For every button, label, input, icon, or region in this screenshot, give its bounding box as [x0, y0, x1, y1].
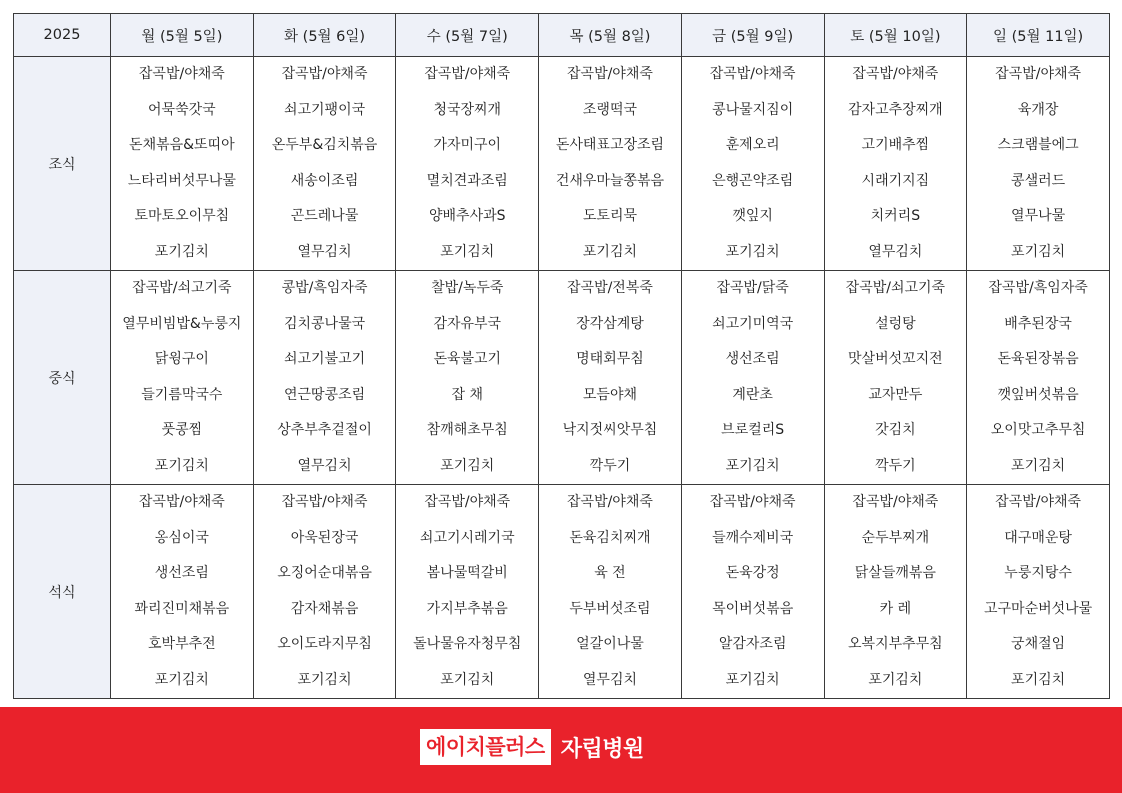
dish-item: 브로컬리S: [721, 422, 785, 438]
dish-item: 포기김치: [154, 671, 209, 688]
dish-item: 포기김치: [725, 243, 780, 260]
menu-cell-breakfast-mon: [111, 57, 254, 271]
menu-cell-breakfast-thu: [539, 57, 682, 271]
dish-list: [539, 57, 681, 270]
menu-cell-breakfast-wed: [396, 57, 539, 271]
dish-item: 장각삼계탕: [576, 315, 644, 332]
dish-item: 알감자조림: [718, 636, 787, 652]
dish-item: 호박부추전: [148, 636, 216, 652]
day-header-tue: 화 (5월 6일): [253, 14, 396, 57]
dish-item: 콩샐러드: [1011, 172, 1066, 189]
dish-item: 돈채볶음&또띠아: [129, 137, 235, 153]
dish-item: 설렁탕: [875, 315, 916, 332]
menu-cell-lunch-mon: [111, 271, 254, 485]
dish-item: 모듬야채: [582, 386, 638, 403]
dish-item: 감자고추장찌개: [848, 101, 943, 118]
menu-cell-lunch-fri: [681, 271, 824, 485]
dish-item: 돈육김치찌개: [569, 529, 651, 546]
dish-item: 목이버섯볶음: [712, 600, 794, 617]
dish-item: 포기김치: [725, 457, 780, 474]
dish-item: 오복지부추무침: [848, 636, 943, 652]
dish-item: 쇠고기미역국: [712, 315, 794, 332]
dish-list: [967, 485, 1109, 698]
logo-hospital-name: 자립병원: [560, 736, 644, 762]
dish-item: 잡곡밥/야채죽: [852, 494, 939, 510]
dish-item: 깻잎지: [732, 208, 773, 224]
weekly-meal-table: [13, 13, 1110, 699]
dish-item: 계란초: [732, 386, 773, 403]
dish-item: 스크램블에그: [997, 137, 1079, 153]
dish-item: 고기배추찜: [861, 137, 930, 153]
year-header: 2025: [14, 14, 111, 57]
dish-item: 열무비빔밥&누룽지: [122, 315, 242, 332]
dish-item: 카 레: [879, 600, 912, 617]
dish-item: 돈육불고기: [433, 351, 502, 367]
dish-item: 포기김치: [1011, 243, 1066, 260]
dish-list: [825, 485, 967, 698]
menu-cell-lunch-sun: [967, 271, 1110, 485]
dish-item: 콩밥/흑임자죽: [281, 280, 368, 296]
dish-item: 포기김치: [868, 671, 923, 688]
dish-item: 조랭떡국: [582, 101, 638, 118]
menu-cell-lunch-tue: [253, 271, 396, 485]
dish-list: [682, 57, 824, 270]
dish-item: 잡곡밥/야채죽: [567, 66, 653, 82]
dish-item: 잡곡밥/야채죽: [709, 494, 796, 510]
dish-list: [967, 57, 1109, 270]
dish-list: [539, 271, 681, 484]
dish-item: 잡곡밥/야채죽: [709, 66, 796, 82]
dish-item: 깍두기: [875, 457, 916, 474]
dish-item: 포기김치: [440, 671, 495, 688]
dish-item: 깍두기: [589, 457, 631, 474]
dish-list: [396, 271, 538, 484]
day-header-thu: 목 (5월 8일): [539, 14, 682, 57]
dish-item: 교자만두: [868, 386, 923, 403]
menu-cell-breakfast-sat: [824, 57, 967, 271]
dish-item: 봄나물떡갈비: [426, 565, 508, 581]
dish-item: 오이도라지무침: [277, 636, 372, 652]
dish-item: 포기김치: [582, 243, 638, 260]
dish-item: 깻잎버섯볶음: [997, 386, 1079, 403]
dish-item: 포기김치: [154, 457, 209, 474]
menu-cell-breakfast-sun: [967, 57, 1110, 271]
dish-item: 궁채절임: [1011, 636, 1066, 652]
day-header-wed: 수 (5월 7일): [396, 14, 539, 57]
dish-item: 잡곡밥/야채죽: [424, 66, 511, 82]
dish-item: 열무김치: [297, 243, 352, 260]
dish-item: 돈사태표고장조림: [555, 137, 665, 153]
menu-cell-lunch-sat: [824, 271, 967, 485]
dish-item: 치커리S: [870, 208, 921, 224]
menu-cell-dinner-wed: [396, 485, 539, 699]
footer-bar: [0, 707, 1122, 793]
dish-item: 쇠고기불고기: [283, 351, 366, 367]
menu-cell-dinner-sat: [824, 485, 967, 699]
dish-item: 포기김치: [154, 243, 209, 260]
dish-item: 열무김치: [868, 243, 923, 260]
hospital-logo: [420, 727, 644, 767]
dish-item: 은행곤약조림: [712, 172, 794, 189]
dish-item: 잡곡밥/닭죽: [716, 280, 789, 296]
dish-item: 돈육된장볶음: [997, 351, 1079, 367]
dish-item: 얼갈이나물: [576, 636, 644, 652]
dish-item: 육개장: [1017, 101, 1059, 118]
dish-item: 잡곡밥/야채죽: [995, 66, 1082, 82]
dish-item: 잡곡밥/쇠고기죽: [845, 280, 946, 296]
dish-item: 느타리버섯무나물: [127, 172, 236, 189]
dish-list: [682, 485, 824, 698]
dish-item: 오징어순대볶음: [277, 565, 372, 581]
meal-label-breakfast: 조식: [14, 57, 111, 271]
dish-item: 잡 채: [451, 386, 483, 403]
dish-item: 배추된장국: [1004, 315, 1072, 332]
meal-label-dinner: 석식: [14, 485, 111, 699]
dish-item: 곤드레나물: [290, 208, 359, 224]
dish-list: [254, 271, 396, 484]
dish-item: 잡곡밥/흑임자죽: [988, 280, 1088, 296]
dish-item: 닭윙구이: [154, 351, 209, 367]
dish-list: [682, 271, 824, 484]
dish-item: 명태회무침: [576, 351, 644, 367]
dish-list: [254, 485, 396, 698]
day-header-mon: 월 (5월 5일): [111, 14, 254, 57]
dish-item: 맛살버섯꼬지전: [848, 351, 943, 367]
menu-cell-breakfast-tue: [253, 57, 396, 271]
dish-list: [396, 485, 538, 698]
dish-item: 상추부추겉절이: [277, 422, 372, 438]
dish-item: 새송이조림: [290, 172, 359, 189]
dish-item: 잡곡밥/쇠고기죽: [132, 280, 232, 296]
dish-item: 열무김치: [582, 671, 638, 688]
menu-cell-dinner-tue: [253, 485, 396, 699]
dish-list: [111, 271, 253, 484]
dish-item: 잡곡밥/야채죽: [138, 66, 225, 82]
dish-item: 어묵쑥갓국: [148, 101, 216, 118]
dish-item: 누룽지탕수: [1004, 565, 1072, 581]
meal-row-lunch: [14, 271, 1110, 485]
dish-item: 잡곡밥/야채죽: [281, 494, 368, 510]
dish-item: 참깨해초무침: [426, 422, 508, 438]
menu-cell-lunch-thu: [539, 271, 682, 485]
header-row: [14, 14, 1110, 57]
dish-item: 갓김치: [875, 422, 916, 438]
dish-item: 포기김치: [297, 671, 352, 688]
menu-cell-dinner-thu: [539, 485, 682, 699]
dish-list: [967, 271, 1109, 484]
menu-cell-lunch-wed: [396, 271, 539, 485]
dish-item: 열무김치: [297, 457, 352, 474]
dish-item: 도토리묵: [582, 208, 638, 224]
dish-item: 생선조림: [154, 565, 209, 581]
dish-item: 감자채볶음: [290, 600, 359, 617]
dish-list: [111, 57, 253, 270]
dish-item: 양배추사과S: [429, 208, 506, 224]
dish-item: 생선조림: [725, 351, 780, 367]
dish-list: [254, 57, 396, 270]
dish-item: 가자미구이: [433, 137, 502, 153]
day-header-sun: 일 (5월 11일): [967, 14, 1110, 57]
dish-item: 김치콩나물국: [283, 315, 366, 332]
dish-item: 콩나물지짐이: [712, 101, 794, 118]
dish-list: [825, 271, 967, 484]
day-header-sat: 토 (5월 10일): [824, 14, 967, 57]
menu-cell-dinner-sun: [967, 485, 1110, 699]
dish-item: 돌나물유자청무침: [413, 636, 522, 652]
dish-item: 돈육강정: [725, 565, 780, 581]
dish-item: 꽈리진미채볶음: [134, 600, 230, 617]
dish-item: 쇠고기팽이국: [283, 101, 366, 118]
dish-item: 포기김치: [440, 457, 495, 474]
dish-item: 잡곡밥/야채죽: [281, 66, 368, 82]
dish-item: 열무나물: [1011, 208, 1066, 224]
dish-list: [396, 57, 538, 270]
dish-item: 포기김치: [725, 671, 780, 688]
dish-item: 포기김치: [1011, 671, 1066, 688]
dish-item: 토마토오이무침: [134, 208, 230, 224]
dish-item: 대구매운탕: [1004, 529, 1072, 546]
dish-item: 건새우마늘쫑볶음: [555, 172, 665, 189]
dish-item: 들깨수제비국: [712, 529, 794, 546]
dish-item: 연근땅콩조림: [283, 386, 366, 403]
dish-item: 포기김치: [440, 243, 495, 260]
dish-item: 들기름막국수: [141, 386, 223, 403]
meal-label-lunch: 중식: [14, 271, 111, 485]
dish-item: 쇠고기시레기국: [419, 529, 515, 546]
dish-list: [825, 57, 967, 270]
dish-item: 닭살들깨볶음: [854, 565, 936, 581]
meal-row-breakfast: [14, 57, 1110, 271]
dish-item: 두부버섯조림: [569, 600, 651, 617]
menu-cell-dinner-mon: [111, 485, 254, 699]
dish-item: 낙지젓씨앗무침: [562, 422, 658, 438]
dish-item: 훈제오리: [725, 137, 780, 153]
dish-item: 감자유부국: [433, 315, 502, 332]
dish-item: 잡곡밥/야채죽: [424, 494, 511, 510]
dish-list: [111, 485, 253, 698]
meal-row-dinner: [14, 485, 1110, 699]
dish-item: 잡곡밥/야채죽: [995, 494, 1082, 510]
dish-item: 온두부&김치볶음: [271, 137, 378, 153]
dish-item: 잡곡밥/야채죽: [567, 494, 653, 510]
dish-item: 잡곡밥/야채죽: [138, 494, 225, 510]
dish-item: 고구마순버섯나물: [984, 600, 1093, 617]
dish-item: 잡곡밥/야채죽: [852, 66, 939, 82]
day-header-fri: 금 (5월 9일): [681, 14, 824, 57]
dish-item: 옹심이국: [154, 529, 209, 546]
menu-cell-dinner-fri: [681, 485, 824, 699]
dish-list: [539, 485, 681, 698]
dish-item: 청국장찌개: [433, 101, 502, 118]
dish-item: 찰밥/녹두죽: [431, 280, 504, 296]
dish-item: 육 전: [594, 565, 626, 581]
dish-item: 멸치견과조림: [426, 172, 508, 189]
dish-item: 오이맛고추무침: [990, 422, 1086, 438]
dish-item: 순두부찌개: [861, 529, 930, 546]
dish-item: 잡곡밥/전복죽: [567, 280, 653, 296]
dish-item: 포기김치: [1011, 457, 1066, 474]
dish-item: 시래기지짐: [861, 172, 930, 189]
menu-cell-breakfast-fri: [681, 57, 824, 271]
logo-brand-box: 에이치플러스: [420, 729, 551, 765]
dish-item: 아욱된장국: [290, 529, 359, 546]
dish-item: 풋콩찜: [161, 422, 203, 438]
dish-item: 가지부추볶음: [426, 600, 508, 617]
